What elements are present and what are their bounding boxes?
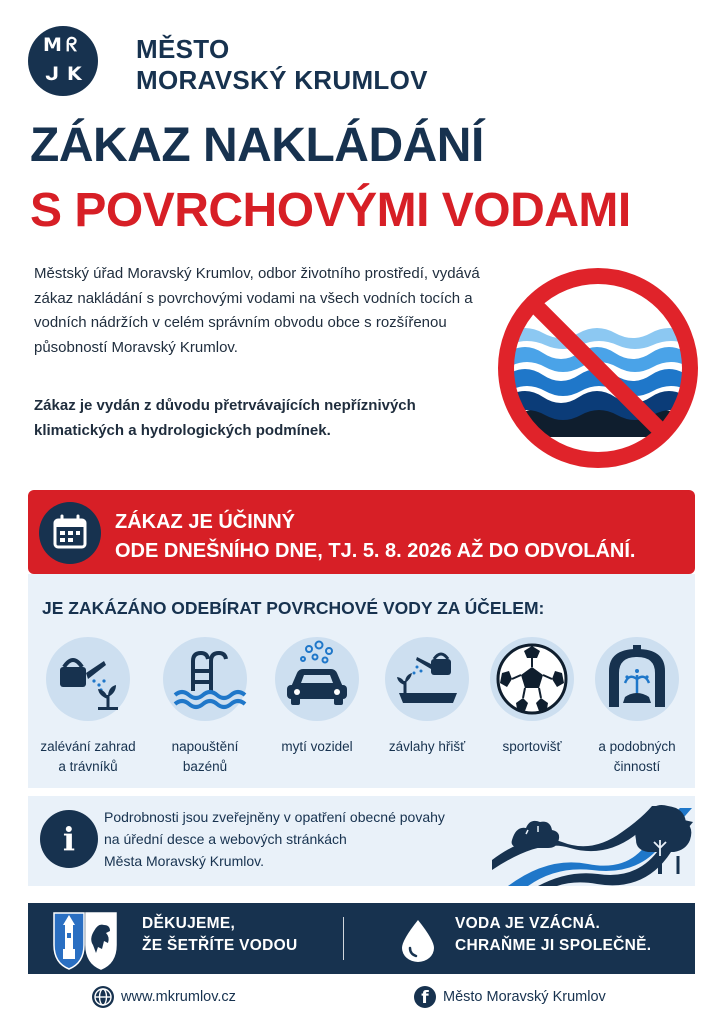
logo-letter-r: ᖇ [66,34,78,56]
field-irrigation-icon [385,637,469,721]
footer-divider [343,917,344,960]
thanks-line-1: DĚKUJEME, [142,915,236,932]
city-crest-icon [50,909,120,971]
info-line-1: Podrobnosti jsou zveřejněny v opatření obecné povahy [104,809,445,825]
city-logo [28,26,98,96]
purpose-label-4 [375,737,479,757]
calendar-icon [39,502,101,564]
facebook-link[interactable]: Město Moravský Krumlov [443,989,606,1005]
watering-can-icon [46,637,130,721]
purpose-icon-circle-1 [46,637,130,721]
purpose-label-1 [36,737,140,777]
car-wash-icon [275,637,359,721]
thanks-text [142,913,298,957]
purpose-label-1-line-2: a trávníků [58,759,118,774]
purpose-label-6-line-1: a podobných [598,739,676,754]
town-line-2: MORAVSKÝ KRUMLOV [136,65,428,95]
info-icon: i [40,810,98,868]
water-drop-icon [400,918,436,962]
purpose-label-2-line-2: bazénů [182,759,228,774]
title-line-2: S POVRCHOVÝMI VODAMI [30,184,631,237]
purpose-label-2 [153,737,257,777]
facebook-icon: f [414,986,436,1008]
banner-text [115,508,635,566]
banner-line-2: ODE DNEŠNÍHO DNE, TJ. 5. 8. 2026 AŽ DO ODVOLÁNÍ. [115,540,636,562]
town-name [136,34,428,96]
website-link[interactable]: www.mkrumlov.cz [121,989,236,1005]
calendar-icon-circle [39,502,101,564]
purpose-label-4-line-1: závlahy hřišť [388,739,466,754]
purpose-icon-circle-4 [385,637,469,721]
banner-line-1: ZÁKAZ JE ÚČINNÝ [115,511,296,533]
fountain-icon [595,637,679,721]
pool-ladder-icon [163,637,247,721]
logo-letter-m: M [43,34,62,56]
purpose-icon-circle-5 [490,637,574,721]
no-water-icon [497,267,699,469]
intro-paragraph: Městský úřad Moravský Krumlov, odbor životního prostředí, vydává zákaz nakládání s povrchovými vodami na všech vodních tocích a vodních nádržích v celém správním obvodu obce s rozšířenou působností Moravský Krumlov. [34,265,480,356]
soccer-ball-icon [490,637,574,721]
purpose-label-2-line-1: napouštění [171,739,239,754]
purpose-label-3 [265,737,369,757]
purpose-label-3-line-1: mytí vozidel [281,739,353,754]
purposes-title: JE ZAKÁZÁNO ODEBÍRAT POVRCHOVÉ VODY ZA ÚČELEM: [42,598,545,618]
info-line-3: Města Moravský Krumlov. [104,853,264,869]
purpose-label-6 [585,737,689,777]
purpose-icon-circle-6 [595,637,679,721]
river-landscape-icon [488,800,693,886]
town-line-1: MĚSTO [136,34,230,64]
globe-icon [91,985,115,1009]
water-precious-text [455,913,651,957]
purpose-icon-circle-2 [163,637,247,721]
logo-letter-j: ᒍ [45,63,60,85]
purpose-label-1-line-1: zalévání zahrad [40,739,136,754]
purpose-label-5-line-1: sportovišť [502,739,562,754]
info-line-2: na úřední desce a webových stránkách [104,831,347,847]
title-line-1: ZÁKAZ NAKLÁDÁNÍ [30,119,484,172]
purpose-label-5 [480,737,584,757]
water-line-2: CHRAŇME JI SPOLEČNĚ. [455,937,652,954]
info-text [104,806,489,872]
purpose-icon-circle-3 [275,637,359,721]
purpose-label-6-line-2: činností [613,759,661,774]
intro-reason: Zákaz je vydán z důvodu přetrvávajících nepříznivých klimatických a hydrologických podmínek. [34,397,416,439]
water-line-1: VODA JE VZÁCNÁ. [455,915,601,932]
thanks-line-2: ŽE ŠETŘÍTE VODOU [142,937,298,954]
logo-letter-k: K [67,63,82,85]
